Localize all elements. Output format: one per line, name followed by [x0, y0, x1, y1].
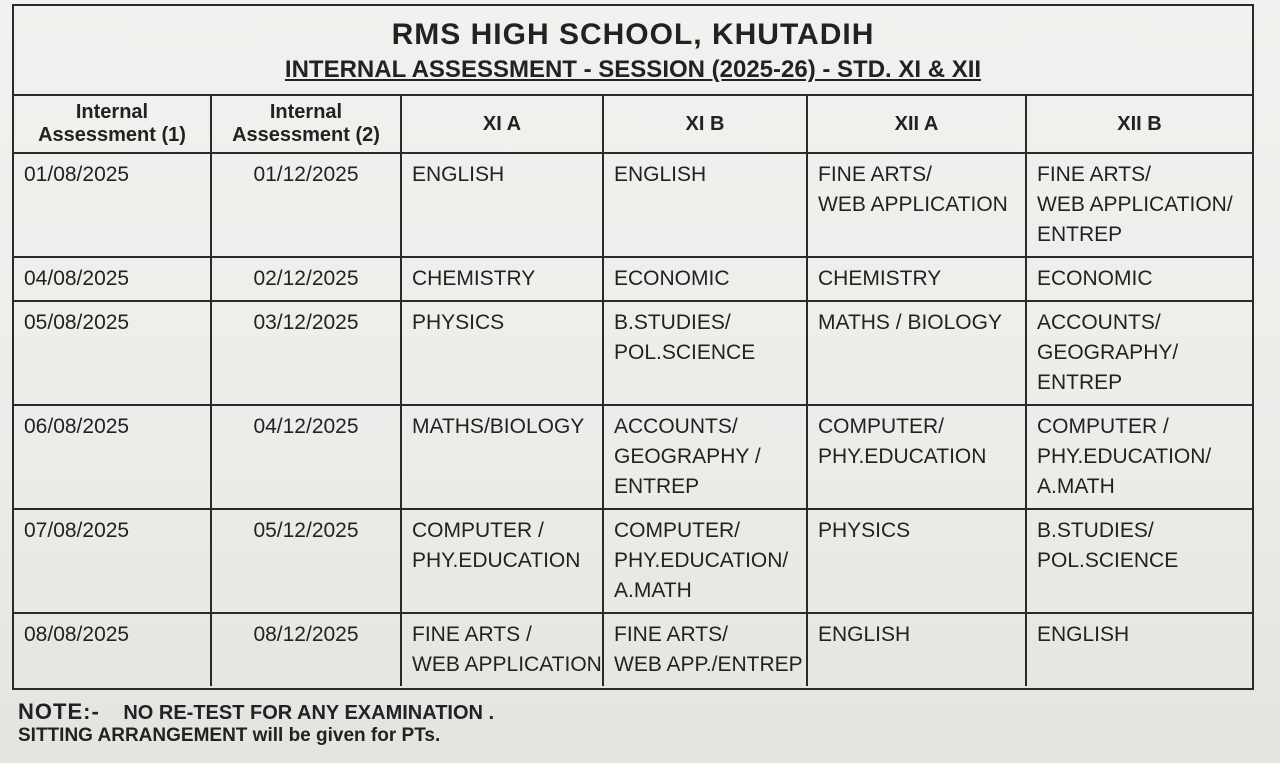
subject-cell [603, 509, 807, 613]
date-cell [14, 257, 211, 301]
subject-text: WEB APPLICATION [818, 193, 1008, 216]
subject-cell [807, 257, 1026, 301]
subject-text: ENGLISH [614, 163, 707, 186]
date-text: 01/08/2025 [24, 163, 130, 186]
note-line [18, 700, 494, 725]
subject-cell [807, 509, 1026, 613]
subject-text: POL.SCIENCE [614, 341, 756, 364]
subject-text: PHY.EDUCATION/ [1037, 445, 1212, 468]
subject-cell [1026, 301, 1252, 405]
seating-note: SITTING ARRANGEMENT will be given for PTs. [18, 725, 441, 746]
column-header-text: Internal [75, 101, 149, 123]
subject-cell [603, 257, 807, 301]
subject-cell [401, 405, 603, 509]
subject-text: ENGLISH [1037, 623, 1130, 646]
subject-text: ENGLISH [412, 163, 505, 186]
subject-cell [1026, 153, 1252, 257]
note-label: NOTE:- [18, 699, 100, 724]
subject-text: FINE ARTS/ [614, 623, 728, 646]
subject-text: A.MATH [1037, 475, 1115, 498]
table-row [14, 509, 1252, 613]
subject-text: A.MATH [614, 579, 692, 602]
subject-cell [401, 509, 603, 613]
subject-text: ENTREP [614, 475, 700, 498]
date-cell [211, 509, 401, 613]
column-header-3 [603, 96, 807, 153]
schedule-table [14, 96, 1252, 686]
date-cell [14, 613, 211, 686]
subject-cell [603, 153, 807, 257]
subject-text: POL.SCIENCE [1037, 549, 1179, 572]
subject-text: FINE ARTS/ [1037, 163, 1151, 186]
subject-text: PHY.EDUCATION/ [614, 549, 789, 572]
header-row [14, 96, 1252, 153]
subject-text: GEOGRAPHY/ [1037, 341, 1179, 364]
date-text: 06/08/2025 [24, 415, 130, 438]
subject-text: PHY.EDUCATION [412, 549, 581, 572]
date-cell [211, 613, 401, 686]
subject-text: COMPUTER / [412, 519, 544, 542]
subject-text: WEB APP./ENTREP [614, 653, 803, 676]
subject-text: MATHS / BIOLOGY [818, 311, 1002, 334]
table-row [14, 301, 1252, 405]
subject-text: ACCOUNTS/ [1037, 311, 1161, 334]
subject-cell [1026, 509, 1252, 613]
column-header-0 [14, 96, 211, 153]
table-row [14, 613, 1252, 686]
subject-text: ECONOMIC [614, 267, 730, 290]
date-text: 05/12/2025 [253, 519, 359, 542]
subject-text: COMPUTER/ [614, 519, 740, 542]
subject-text: B.STUDIES/ [614, 311, 731, 334]
column-header-text: Assessment (1) [38, 124, 186, 146]
subject-cell [603, 301, 807, 405]
table-row [14, 153, 1252, 257]
assessment-schedule-sheet [12, 4, 1254, 690]
subject-text: FINE ARTS / [412, 623, 532, 646]
title-block [14, 6, 1252, 96]
column-header-1 [211, 96, 401, 153]
column-header-5 [1026, 96, 1252, 153]
column-header-text: XI A [482, 112, 522, 135]
column-header-2 [401, 96, 603, 153]
session-title: INTERNAL ASSESSMENT - SESSION (2025-26) - STD. XI & XII [284, 56, 982, 83]
column-header-text: XII A [894, 112, 939, 135]
subject-text: COMPUTER / [1037, 415, 1169, 438]
subject-text: PHY.EDUCATION [818, 445, 987, 468]
subject-cell [807, 301, 1026, 405]
column-header-text: XI B [685, 112, 725, 135]
date-cell [211, 405, 401, 509]
subject-cell [401, 301, 603, 405]
subject-text: PHYSICS [818, 519, 911, 542]
date-cell [211, 153, 401, 257]
subject-text: ECONOMIC [1037, 267, 1153, 290]
subject-text: ENTREP [1037, 223, 1123, 246]
date-text: 04/12/2025 [253, 415, 359, 438]
date-cell [14, 153, 211, 257]
date-text: 07/08/2025 [24, 519, 130, 542]
subject-text: FINE ARTS/ [818, 163, 932, 186]
subject-text: B.STUDIES/ [1037, 519, 1154, 542]
subject-text: COMPUTER/ [818, 415, 944, 438]
subject-text: ACCOUNTS/ [614, 415, 738, 438]
date-text: 08/12/2025 [253, 623, 359, 646]
subject-cell [807, 153, 1026, 257]
subject-cell [807, 405, 1026, 509]
column-header-text: Internal [269, 101, 343, 123]
subject-cell [1026, 613, 1252, 686]
subject-cell [603, 613, 807, 686]
date-text: 05/08/2025 [24, 311, 130, 334]
subject-text: CHEMISTRY [412, 267, 536, 290]
date-cell [211, 301, 401, 405]
subject-text: WEB APPLICATION/ [1037, 193, 1233, 216]
subject-cell [1026, 405, 1252, 509]
date-cell [14, 301, 211, 405]
subject-text: GEOGRAPHY / [614, 445, 761, 468]
table-row [14, 405, 1252, 509]
subject-text: PHYSICS [412, 311, 505, 334]
subject-text: ENTREP [1037, 371, 1123, 394]
date-text: 03/12/2025 [253, 311, 359, 334]
subject-cell [401, 257, 603, 301]
school-name: RMS HIGH SCHOOL, KHUTADIH [391, 18, 875, 51]
subject-text: WEB APPLICATION [412, 653, 602, 676]
subject-cell [807, 613, 1026, 686]
subject-cell [401, 153, 603, 257]
column-header-text: Assessment (2) [232, 124, 380, 146]
column-header-text: XII B [1117, 112, 1162, 135]
column-header-4 [807, 96, 1026, 153]
date-cell [14, 405, 211, 509]
date-text: 02/12/2025 [253, 267, 359, 290]
date-text: 04/08/2025 [24, 267, 130, 290]
subject-text: ENGLISH [818, 623, 911, 646]
date-cell [14, 509, 211, 613]
subject-cell [1026, 257, 1252, 301]
subject-text: MATHS/BIOLOGY [412, 415, 585, 438]
date-cell [211, 257, 401, 301]
note-text: NO RE-TEST FOR ANY EXAMINATION . [123, 702, 495, 724]
date-text: 08/08/2025 [24, 623, 130, 646]
subject-text: CHEMISTRY [818, 267, 942, 290]
subject-cell [401, 613, 603, 686]
table-row [14, 257, 1252, 301]
table-body [14, 153, 1252, 686]
subject-cell [603, 405, 807, 509]
date-text: 01/12/2025 [253, 163, 359, 186]
